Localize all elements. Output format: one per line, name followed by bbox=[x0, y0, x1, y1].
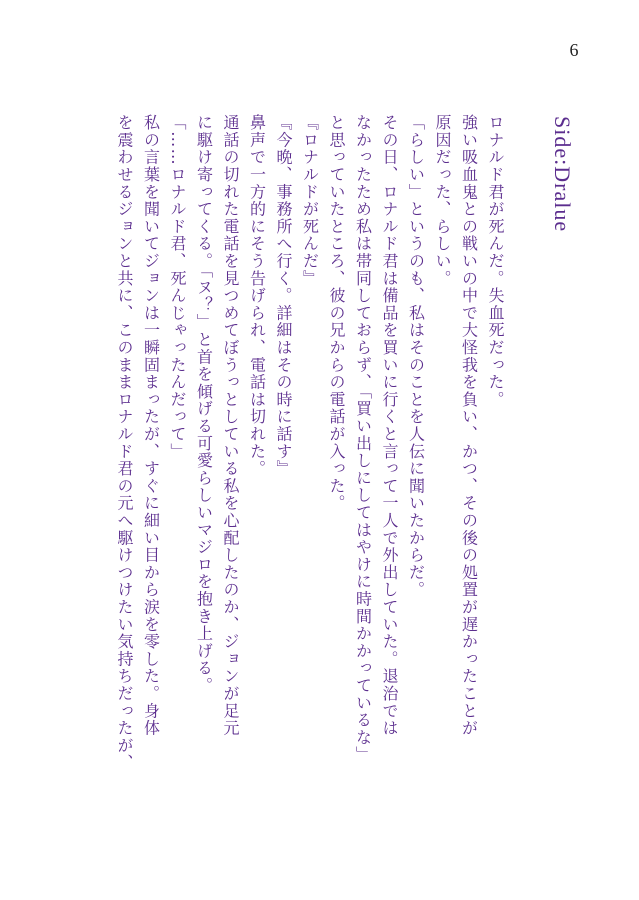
page-number: 6 bbox=[569, 40, 579, 60]
section-heading: Side:Dralue bbox=[550, 116, 575, 233]
text-line: に駆け寄ってくる。「ヌ？」と首を傾げる可愛らしいマジロを抱き上げる。 bbox=[194, 114, 214, 695]
text-line: その日、ロナルド君は備品を買いに行くと言って一人で外出していた。退治では bbox=[380, 114, 399, 737]
body-text bbox=[108, 114, 508, 772]
text-line: 「……ロナルド君、死んじゃったんだって」 bbox=[168, 114, 187, 460]
text-line: 通話の切れた電話を見つめてぼうっとしている私を心配したのか、ジョンが足元 bbox=[221, 114, 240, 737]
text-line: を震わせるジョンと共に、このままロナルド君の元へ駆けつけたい気持ちだったが、 bbox=[115, 114, 134, 772]
text-line: なかったため私は帯同しておらず、「買い出しにしてはやけに時間かかっているな」 bbox=[353, 114, 373, 764]
text-line: 原因だった、らしい。 bbox=[433, 114, 452, 287]
text-line: 「らしい」というのも、私はそのことを人伝に聞いたからだ。 bbox=[406, 114, 426, 599]
text-line: 鼻声で一方的にそう告げられ、電話は切れた。 bbox=[247, 114, 267, 478]
text-line: 『今晩、事務所へ行く。詳細はその時に話す』 bbox=[274, 114, 293, 478]
text-line: 私の言葉を聞いてジョンは一瞬固まったが、すぐに細い目から涙を零した。身体 bbox=[141, 114, 161, 737]
text-line: ロナルド君が死んだ。失血死だった。 bbox=[486, 114, 505, 409]
text-line: と思っていたところ、彼の兄からの電話が入った。 bbox=[327, 114, 346, 512]
text-line: 強い吸血鬼との戦いの中で大怪我を負い、かつ、その後の処置が遅かったことが bbox=[459, 114, 479, 737]
text-line: 『ロナルドが死んだ』 bbox=[300, 114, 320, 287]
